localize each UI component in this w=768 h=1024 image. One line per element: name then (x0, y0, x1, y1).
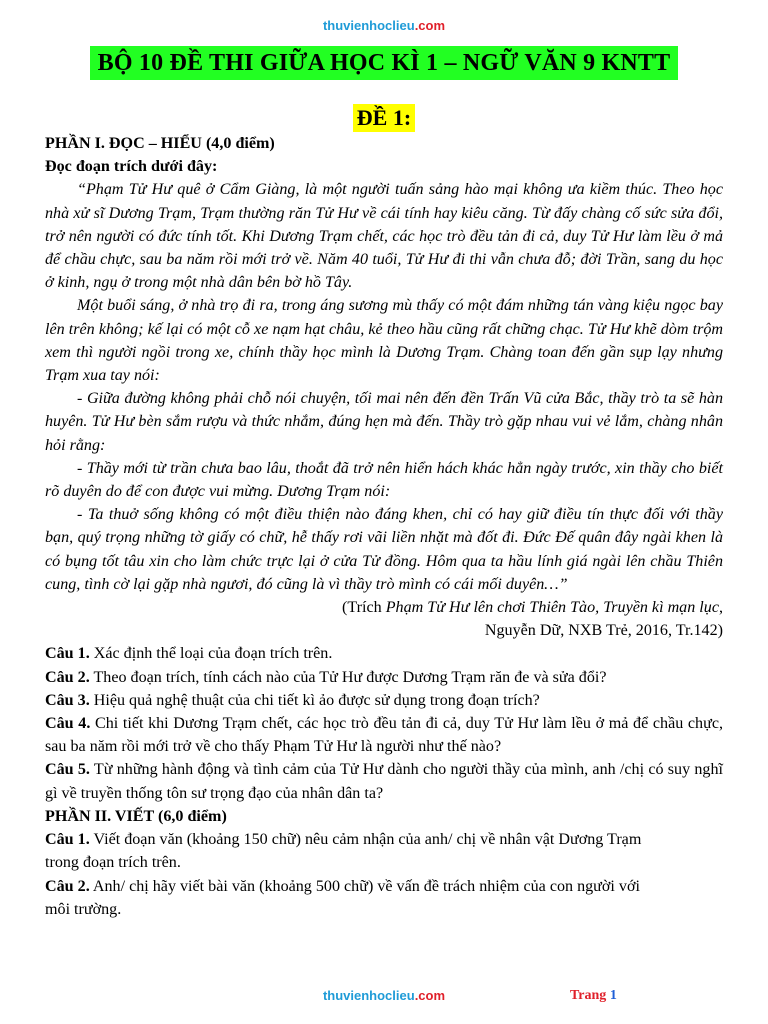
passage-paragraph: - Giữa đường không phải chỗ nói chuyện, tối mai nên đến đền Trấn Vũ cửa Bắc, thầy trò ta sẽ hàn huyên. Tử Hư bèn sắm rượu và thức nhắm, đúng hẹn mà đến. Thầy trò gặp nhau vui vẻ lắm, chàng nhân hỏi rằng: (45, 390, 723, 454)
question-item: Câu 1. Xác định thể loại của đoạn trích trên. (45, 645, 333, 663)
reading-instruction: Đọc đoạn trích dưới đây: (45, 158, 218, 176)
citation-work: Phạm Tử Hư lên chơi Thiên Tào, Truyền kì mạn lục (385, 599, 719, 617)
question-item: Câu 5. Từ những hành động và tình cảm của Tử Hư dành cho người thầy của mình, anh /chị có suy nghĩ gì về truyền thống tôn sư trọng đạo của nhân dân ta? (45, 761, 723, 802)
document-body (45, 132, 723, 921)
passage-paragraph: “Phạm Tử Hư quê ở Cẩm Giàng, là một người tuấn sảng hào mại không ưa kiềm thúc. Theo học nhà xử sĩ Dương Trạm, Trạm thường răn Tử Hư về cái tính hay kiêu căng. Từ đấy chàng cố sức sửa đổi, trở nên người có đức tính tốt. Khi Dương Trạm chết, các học trò đều tản đi cả, duy Tử Hư làm lều ở mả để chầu chực, sau ba năm rồi mới trở về. Năm 40 tuổi, Tử Hư đi thi vẫn chưa đỗ; đời Trần, sang du học ở kinh, ngụ ở trong một nhà dân bên bờ hồ Tây. (45, 181, 723, 292)
passage-paragraph: - Thầy mới từ trần chưa bao lâu, thoắt đã trở nên hiển hách khác hẳn ngày trước, xin thầy cho biết rõ duyên do để con được vui mừng. Dương Trạm nói: (45, 459, 723, 501)
citation: (Trích Phạm Tử Hư lên chơi Thiên Tào, Truyền kì mạn lục, (342, 599, 723, 617)
site-domain: .com (414, 18, 446, 33)
passage-paragraph: - Ta thuở sống không có một điều thiện nào đáng khen, chỉ có hay giữ điều tín thực đối với thầy bạn, quý trọng những tờ giấy có chữ, hễ thấy rơi vãi liền nhặt mà đốt đi. Đức Đế quân đây ngài khen là có bụng tốt tâu xin cho làm chức trực lại ở cửa Tử đồng. Hôm qua ta hầu lính giá ngài lên chầu Thiên cung, tình cờ lại gặp nhà ngươi, đó cũng là vì thầy trò mình có cái mối duyên…” (45, 506, 723, 593)
site-name: thuvienhoclieu (322, 18, 415, 33)
page-number: Trang 1 (570, 988, 617, 1003)
citation-source: Nguyễn Dữ, NXB Trẻ, 2016, Tr.142) (484, 622, 723, 640)
question-item: Câu 2. Theo đoạn trích, tính cách nào của Tử Hư được Dương Trạm răn đe và sửa đổi? (45, 668, 607, 686)
site-header (0, 18, 768, 33)
question-item: Câu 4. Chi tiết khi Dương Trạm chết, các học trò đều tản đi cả, duy Tử Hư làm lều ở mả để chầu chực, sau ba năm rồi mới trở về cho thấy Phạm Tử Hư là người như thế nào? (45, 715, 723, 756)
question-item: Câu 3. Hiệu quả nghệ thuật của chi tiết kì ảo được sử dụng trong đoạn trích? (45, 691, 540, 709)
exam-label: ĐỀ 1: (353, 104, 415, 132)
passage-paragraph: Một buổi sáng, ở nhà trọ đi ra, trong áng sương mù thấy có một đám những tán vàng kiệu ngọc bay lên trên không; kế lại có một cỗ xe nạm hạt châu, kẻ theo hầu cũng rất chững chạc. Tử Hư khẽ dòm trộm xem thì người ngồi trong xe, chính thầy học mình là Dương Trạm. Chàng toan đến gần sụp lạy nhưng Trạm xua tay nói: (45, 297, 723, 385)
footer-site: thuvienhoclieu.com (322, 988, 446, 1003)
section-heading-writing: PHẦN II. VIẾT (6,0 điểm) (45, 807, 227, 825)
document-title: BỘ 10 ĐỀ THI GIỮA HỌC KÌ 1 – NGỮ VĂN 9 KNTT (90, 46, 679, 80)
question-item: Câu 2. Anh/ chị hãy viết bài văn (khoảng 500 chữ) về vấn đề trách nhiệm của con người với môi trường. (45, 877, 640, 918)
page-footer (0, 988, 768, 1008)
section-heading-reading: PHẦN I. ĐỌC – HIỂU (4,0 điểm) (45, 135, 275, 152)
question-item: Câu 1. Viết đoạn văn (khoảng 150 chữ) nêu cảm nhận của anh/ chị về nhân vật Dương Trạm trong đoạn trích trên. (45, 831, 642, 872)
